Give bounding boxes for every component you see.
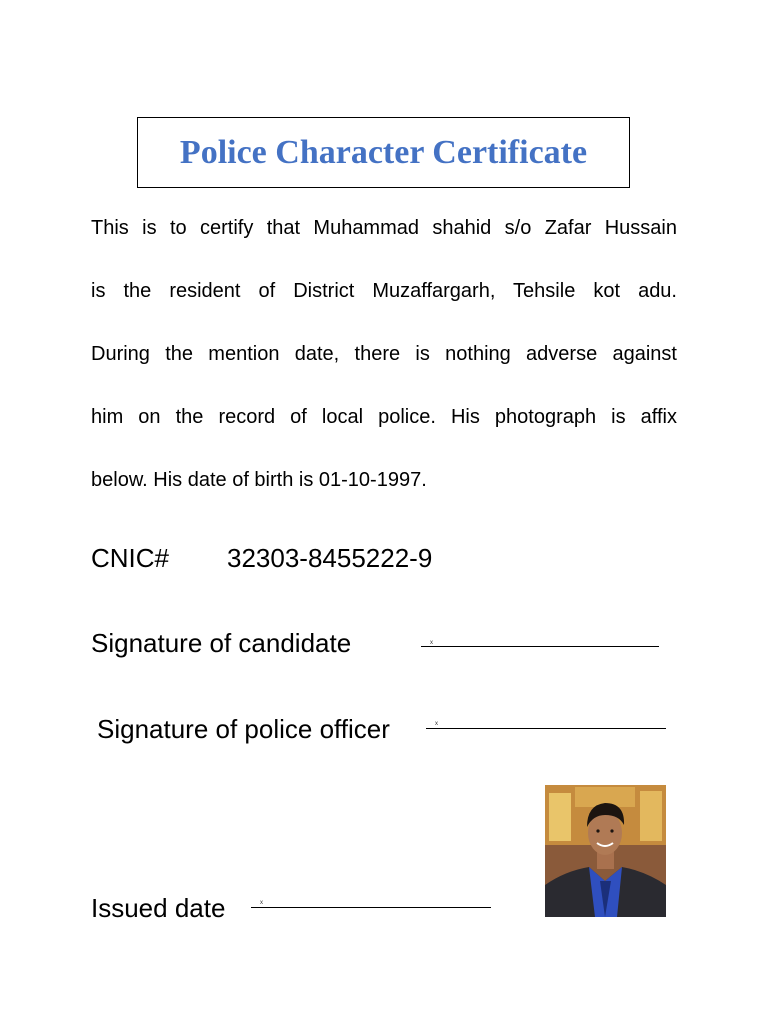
certificate-title: Police Character Certificate <box>179 133 588 171</box>
signature-police-marker: x <box>435 721 438 727</box>
signature-candidate-marker: x <box>430 640 433 646</box>
signature-candidate-label: Signature of candidate <box>91 628 352 658</box>
issued-date-label: Issued date <box>91 893 226 923</box>
signature-candidate-line <box>421 646 659 647</box>
body-line-5: below. His date of birth is 01-10-1997. <box>91 469 427 491</box>
cnic-label: CNIC# <box>91 543 170 573</box>
candidate-photo-image <box>545 785 666 917</box>
title-box <box>137 117 630 188</box>
body-line-4: him on the record of local police. His photograph is affix <box>91 406 677 428</box>
candidate-photograph <box>545 785 666 917</box>
signature-police-label: Signature of police officer <box>97 714 390 744</box>
signature-police-line <box>426 728 666 729</box>
cnic-value: 32303-8455222-9 <box>227 543 433 573</box>
issued-date-line <box>251 907 491 908</box>
issued-date-marker: x <box>260 900 263 906</box>
body-line-1: This is to certify that Muhammad shahid s/o Zafar Hussain <box>91 217 677 239</box>
body-line-3: During the mention date, there is nothing adverse against <box>91 343 677 365</box>
body-line-2: is the resident of District Muzaffargarh, Tehsile kot adu. <box>91 280 677 302</box>
